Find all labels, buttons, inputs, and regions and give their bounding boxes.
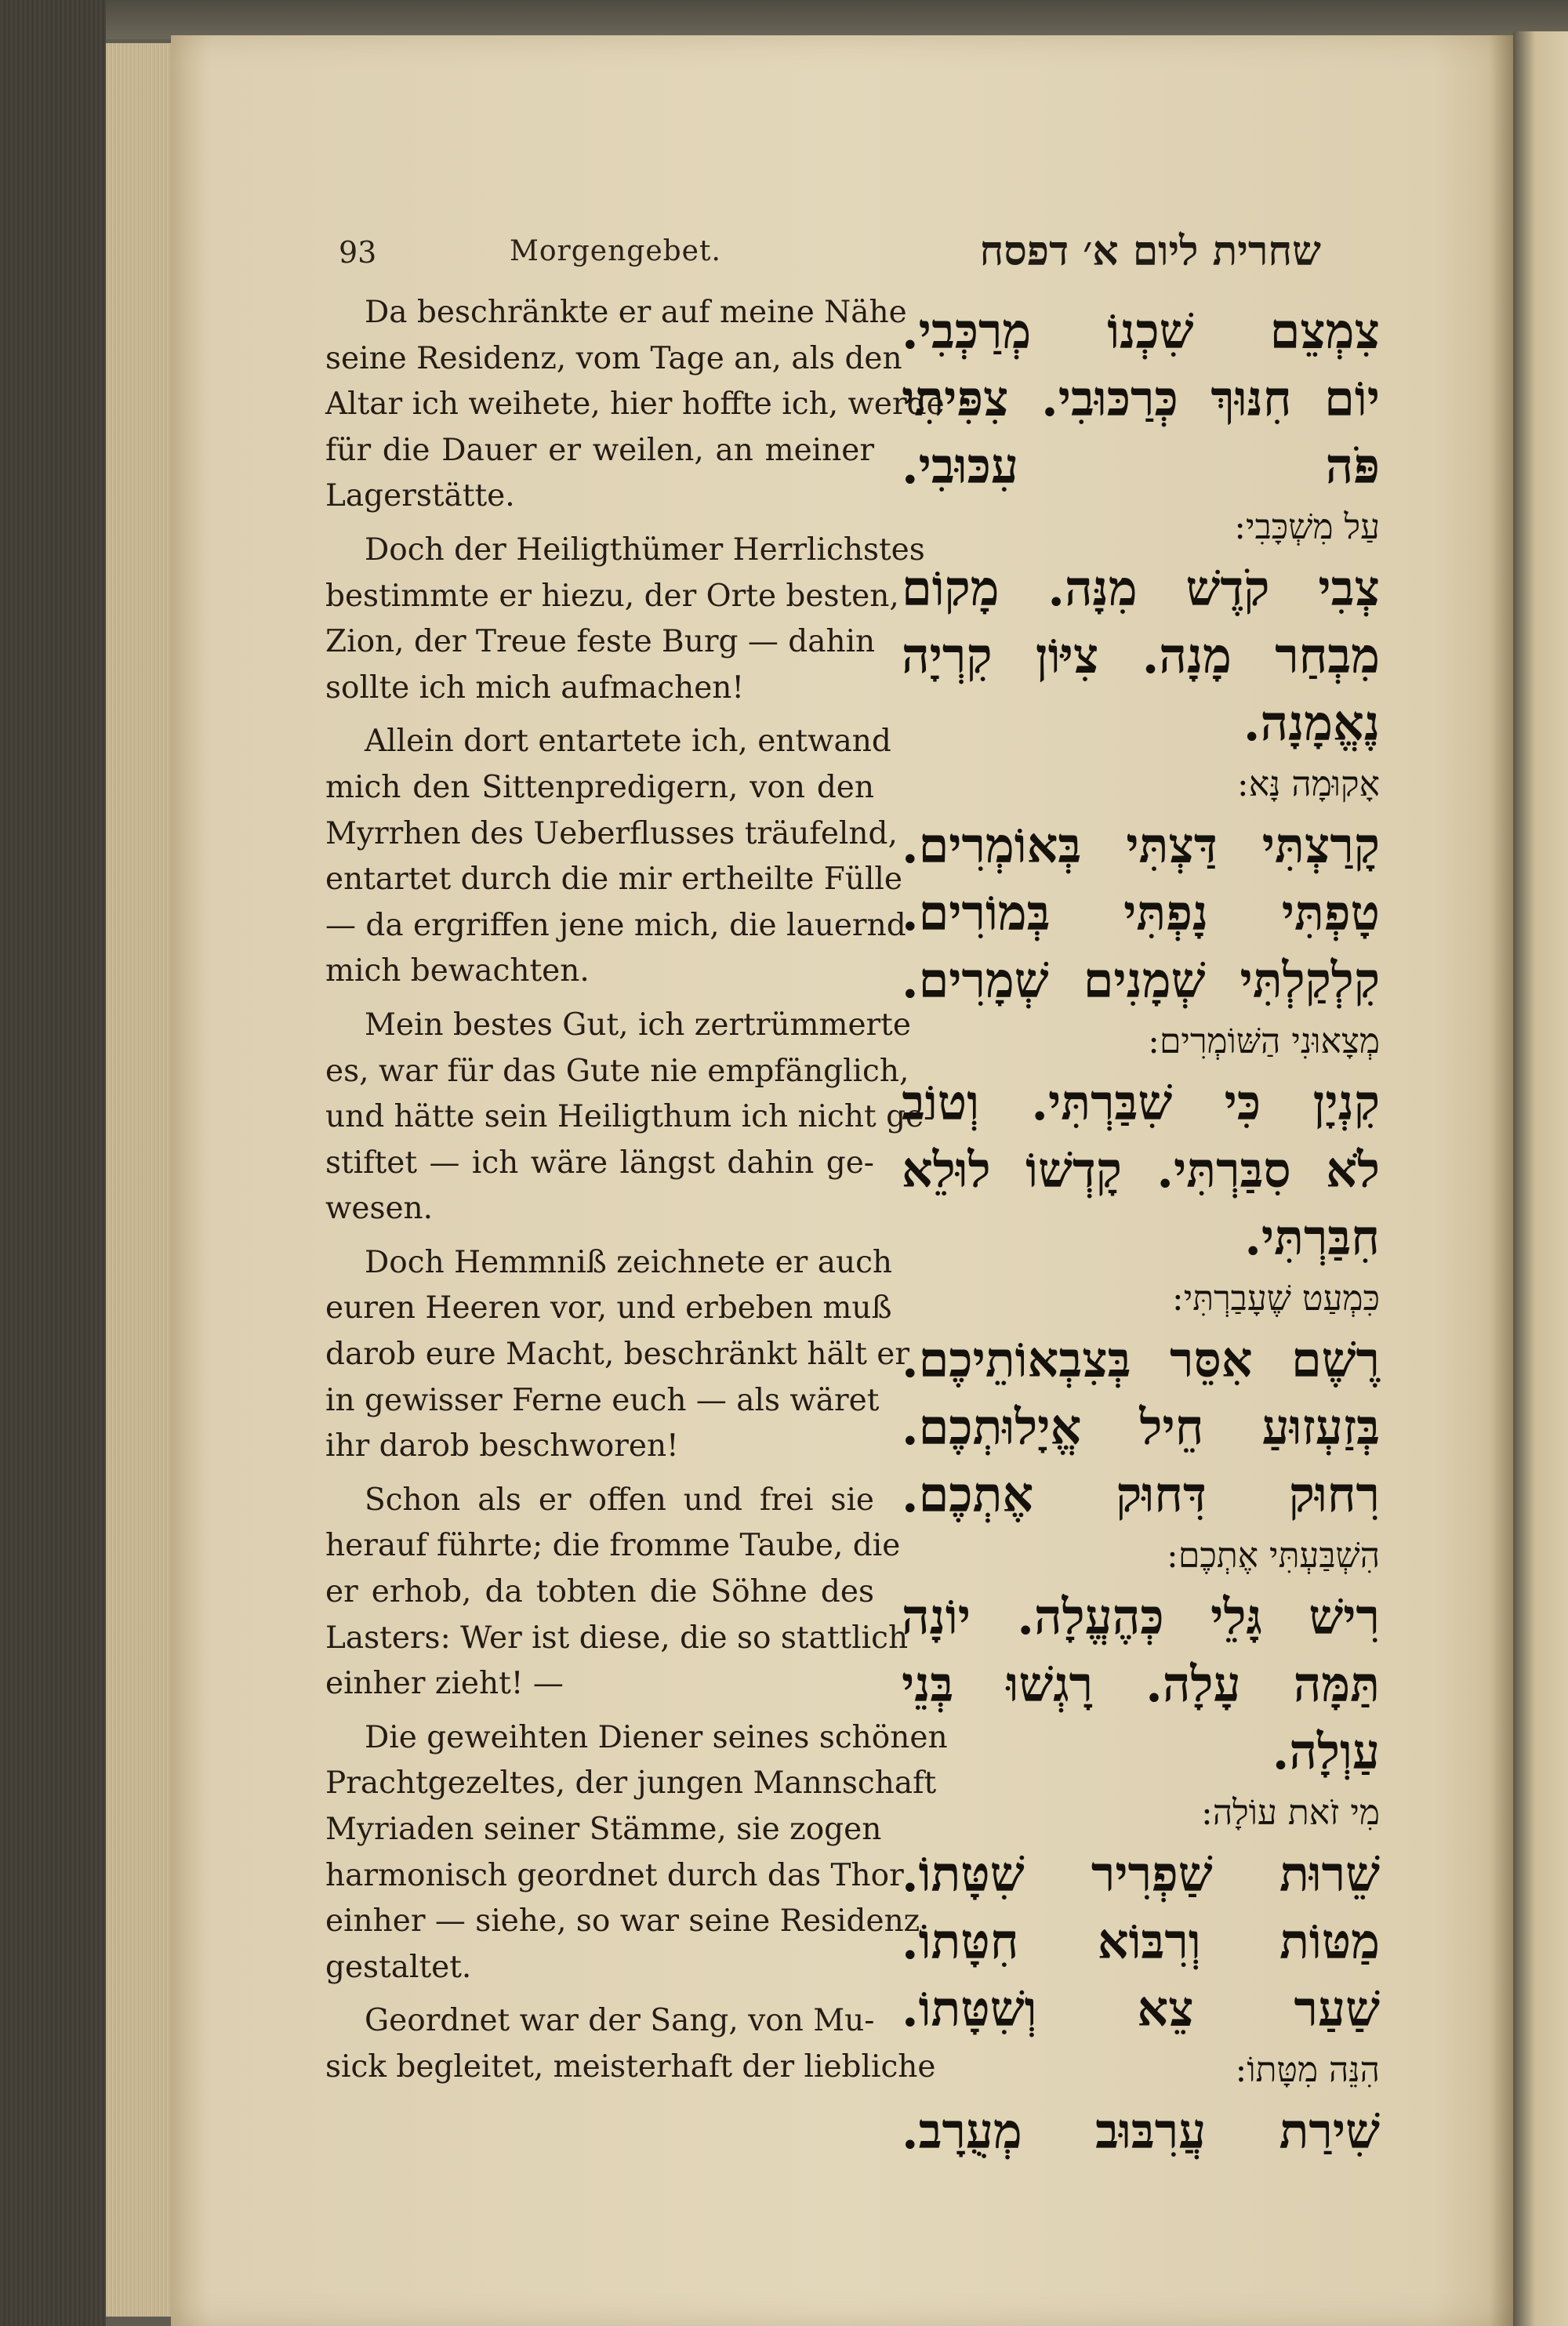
hebrew-stanza — [902, 1584, 1380, 1841]
german-line: Doch der Heiligthümer Herrlichstes — [365, 532, 925, 568]
german-line: Da beschränkte er auf meine Nähe — [365, 295, 907, 330]
hebrew-refrain: מִי זֹאת עוֹלָה: — [1201, 1793, 1380, 1833]
german-line: für die Dauer er weilen, an meiner — [325, 432, 874, 468]
book-cover-edge — [0, 0, 1568, 39]
german-line: Die geweihten Diener seines schönen — [365, 1719, 948, 1755]
hebrew-line: צִמְצֵם שִׁכְנוֹ מְרַכְּבִי. — [902, 303, 1380, 360]
german-line: herauf führte; die fromme Taube, die — [325, 1528, 901, 1564]
hebrew-line: מִבְחַר מָנָה. צִיּוֹן קִרְיָה — [902, 627, 1380, 684]
german-line: entartet durch die mir ertheilte Fülle — [325, 862, 902, 898]
german-paragraph — [325, 1240, 909, 1470]
german-line: mich bewachten. — [325, 953, 590, 989]
hebrew-line: יוֹם חִנּוּךְ כְּרַכּוּבִי. צִפִּיתִי — [902, 370, 1380, 427]
hebrew-line: פֹּה עִכּוּבִי. — [902, 437, 1380, 495]
german-line: Doch Hemmniß zeichnete er auch — [365, 1244, 893, 1280]
hebrew-line: רִחוּק דִּחוּק אֶתְכֶם. — [902, 1466, 1380, 1523]
german-line: Altar ich weihete, hier hoffte ich, werde — [325, 386, 945, 423]
hebrew-line: עַוְלָה. — [1272, 1723, 1380, 1780]
german-line: Lasters: Wer ist diese, die so stattlich — [325, 1620, 909, 1656]
german-line: — da ergriffen jene mich, die lauernd — [325, 907, 906, 943]
hebrew-refrain: הִשְׁבַּעְתִּי אֶתְכֶם: — [1167, 1536, 1380, 1576]
hebrew-line: לֹא סִבַּרְתִּי. קָדְשׁוֹ לוּלֵא — [902, 1141, 1380, 1199]
german-line: Zion, der Treue feste Burg — dahin — [325, 624, 876, 660]
german-paragraph — [325, 1478, 909, 1707]
hebrew-refrain: עַל מִשְׁכָּבִי: — [1234, 507, 1380, 547]
hebrew-line: טָפְתִּי נָפְתִּי בְּמוֹרִים. — [902, 884, 1380, 942]
german-line: wesen. — [325, 1191, 434, 1227]
german-line: Prachtgezeltes, der jungen Mannschaft — [325, 1765, 937, 1802]
german-translation-column — [325, 290, 948, 2099]
hebrew-line: שִׁירַת עֲרִבּוּב מְעֻרָב. — [902, 2103, 1380, 2160]
german-line: Geordnet war der Sang, von Mu- — [365, 2003, 875, 2039]
german-line: seine Residenz, vom Tage an, als den — [325, 340, 902, 376]
hebrew-refrain: אָקוּמָה נָּא: — [1236, 764, 1380, 804]
german-line: darob eure Macht, beschränkt hält er — [325, 1337, 909, 1373]
hebrew-stanza — [902, 298, 1380, 555]
german-paragraph — [325, 528, 925, 711]
german-line: gestaltet. — [325, 1949, 472, 1985]
hebrew-stanza — [902, 2098, 1380, 2165]
hebrew-refrain: כִּמְעַט שֶׁעָבַרְתִּי: — [1171, 1279, 1380, 1319]
hebrew-stanza — [902, 1326, 1380, 1584]
hebrew-stanza — [902, 812, 1380, 1069]
hebrew-line: מַטּוֹת וְרִבּוֹא חִטָּתוֹ. — [902, 1913, 1380, 1970]
german-paragraph — [325, 719, 906, 995]
running-head: Morgengebet. — [510, 235, 721, 267]
hebrew-refrain: מְצָאוּנִי הַשּׁוֹמְרִים: — [1148, 1021, 1380, 1061]
hebrew-line: תַּמָּה עָלָה. רָגְשׁוּ בְּנֵי — [902, 1656, 1380, 1713]
german-paragraph — [325, 1715, 948, 1991]
german-line: Myrrhen des Ueberflusses träufelnd, — [325, 815, 898, 851]
page-number: 93 — [339, 235, 377, 270]
hebrew-line: צְבִי קֹדֶשׁ מִנָּה. מָקוֹם — [902, 560, 1380, 617]
german-paragraph — [325, 1998, 936, 2090]
german-paragraph — [325, 290, 945, 520]
hebrew-line: קִלְקַלְתִּי שְׁמָנִים שְׁמָרִים. — [902, 952, 1380, 1009]
hebrew-line: נֶאֱמָנָה. — [1243, 695, 1380, 752]
german-line: einher zieht! — — [325, 1666, 564, 1702]
hebrew-line: קִנְיָן כִּי שִׁבַּרְתִּי. וְטוֹב — [902, 1074, 1380, 1131]
hebrew-line: רֶשֶׁם אִסֵּר בְּצִבְאוֹתֵיכֶם. — [902, 1331, 1380, 1388]
german-line: euren Heeren vor, und erbeben muß — [325, 1290, 892, 1326]
gutter-shadow — [1490, 35, 1513, 2326]
book-spine — [0, 0, 106, 2326]
german-line: Schon als er offen und frei sie — [365, 1482, 874, 1518]
german-line: Mein bestes Gut, ich zertrümmerte — [365, 1007, 911, 1043]
hebrew-liturgy-column — [902, 298, 1380, 2165]
german-line: mich den Sittenpredigern, von den — [325, 769, 874, 805]
german-line: in gewisser Ferne euch — als wäret — [325, 1382, 880, 1418]
hebrew-line: שֵׁרוּת שַׁפְרִיר שִׁטָּתוֹ. — [902, 1845, 1380, 1903]
german-line: Myriaden seiner Stämme, sie zogen — [325, 1812, 882, 1847]
german-line: sick begleitet, meisterhaft der liebliche — [325, 2048, 936, 2085]
german-line: einher — siehe, so war seine Residenz — [325, 1903, 920, 1940]
hebrew-line: חִבַּרְתִּי. — [1244, 1209, 1380, 1266]
hebrew-heading: שחרית ליום א׳ דפסח — [979, 227, 1321, 275]
hebrew-stanza — [902, 555, 1380, 812]
hebrew-line: שַׁעַר צֵא וְשִׁטָּתוֹ. — [902, 1980, 1380, 2038]
hebrew-refrain: הִנֵּה מִטָּתוֹ: — [1235, 2050, 1380, 2090]
hebrew-stanza — [902, 1841, 1380, 2098]
german-line: Allein dort entartete ich, entwand — [365, 724, 891, 760]
german-paragraph — [325, 1003, 935, 1232]
hebrew-line: רִישׁ גָּלֵי כְּהֶעֱלָה. יוֹנָה — [902, 1588, 1380, 1646]
german-line: Lagerstätte. — [325, 478, 515, 514]
hebrew-line: בְּזַעְזוּעַ חֵיל אֱיָלוּתְכֶם. — [902, 1399, 1380, 1456]
german-line: und hätte sein Heiligthum ich nicht ge- — [325, 1099, 935, 1135]
german-line: bestimmte er hiezu, der Orte besten, — [325, 578, 899, 614]
facing-page-edge — [1513, 31, 1568, 2326]
german-line: harmonisch geordnet durch das Thor — [325, 1857, 904, 1893]
page-block-edges — [106, 43, 172, 2317]
german-line: ihr darob beschworen! — [325, 1428, 679, 1464]
german-line: es, war für das Gute nie empfänglich, — [325, 1053, 909, 1089]
hebrew-line: קָרַצְתִּי דַּצְתִּי בְּאוֹמְרִים. — [902, 817, 1380, 874]
german-line: sollte ich mich aufmachen! — [325, 669, 745, 706]
hebrew-stanza — [902, 1069, 1380, 1326]
german-line: stiftet — ich wäre längst dahin ge- — [325, 1145, 874, 1181]
german-line: er erhob, da tobten die Söhne des — [325, 1574, 874, 1610]
